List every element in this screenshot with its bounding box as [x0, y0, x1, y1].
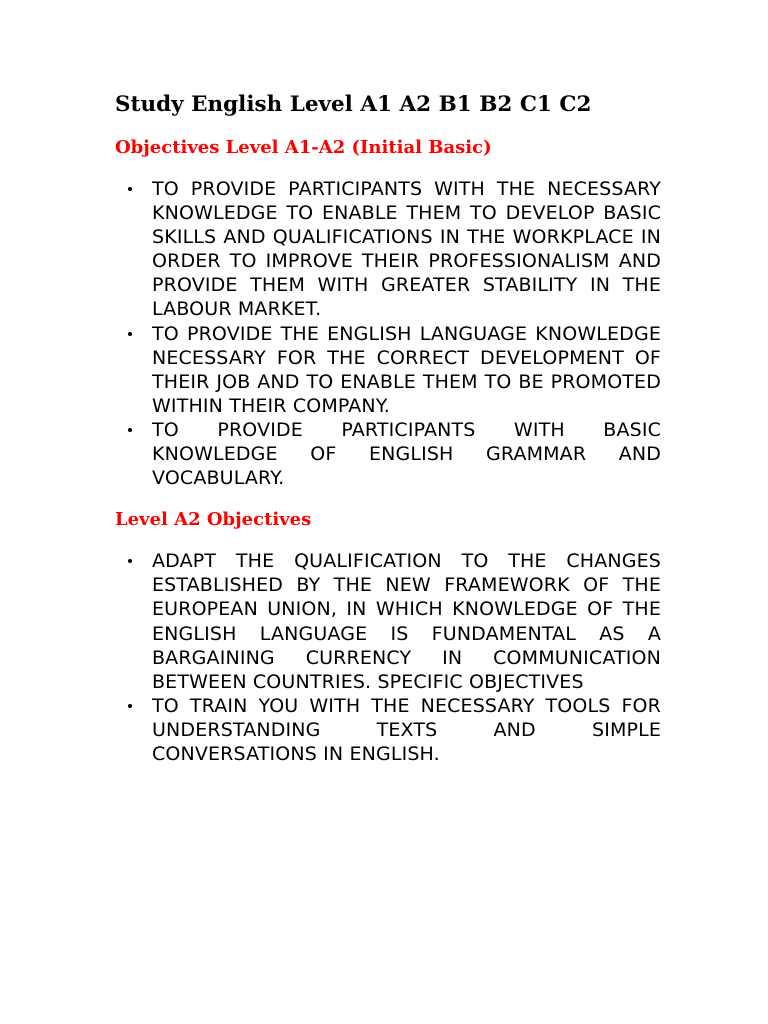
- bullet-icon: [128, 332, 132, 336]
- list-item-text: TO TRAIN YOU WITH THE NECESSARY TOOLS FOR UNDERSTANDING TEXTS AND SIMPLE CONVERSATIONS IN ENGLISH.: [152, 694, 661, 765]
- objectives-list-a1-a2: [115, 177, 661, 490]
- objectives-list-a2: [115, 549, 661, 766]
- list-item-text: TO PROVIDE PARTICIPANTS WITH THE NECESSARY KNOWLEDGE TO ENABLE THEM TO DEVELOP BASIC SKILLS AND QUALIFICATIONS IN THE WORKPLACE IN ORDER TO IMPROVE THEIR PROFESSIONALISM AND PROVIDE THEM WITH GREATER STABILITY IN THE LABOUR MARKET.: [152, 178, 661, 321]
- document-page: [115, 88, 661, 766]
- document-title: Study English Level A1 A2 B1 B2 C1 C2: [115, 92, 592, 117]
- list-item-text: TO PROVIDE THE ENGLISH LANGUAGE KNOWLEDGE NECESSARY FOR THE CORRECT DEVELOPMENT OF THEIR JOB AND TO ENABLE THEM TO BE PROMOTED WITHIN THEIR COMPANY.: [152, 322, 661, 417]
- list-item: [115, 694, 661, 766]
- bullet-icon: [128, 187, 132, 191]
- bullet-icon: [128, 428, 132, 432]
- list-item-text: TO PROVIDE PARTICIPANTS WITH BASIC KNOWLEDGE OF ENGLISH GRAMMAR AND VOCABULARY.: [152, 418, 661, 490]
- list-item: [115, 177, 661, 322]
- bullet-icon: [128, 704, 132, 708]
- list-item: [115, 322, 661, 418]
- section-heading-a1-a2: Objectives Level A1-A2 (Initial Basic): [115, 137, 492, 158]
- bullet-icon: [128, 559, 132, 563]
- section-heading-a2: Level A2 Objectives: [115, 509, 312, 531]
- list-item: [115, 549, 661, 694]
- list-item: [115, 418, 661, 490]
- list-item-text: ADAPT THE QUALIFICATION TO THE CHANGES ESTABLISHED BY THE NEW FRAMEWORK OF THE EUROPEAN UNION, IN WHICH KNOWLEDGE OF THE ENGLISH LANGUAGE IS FUNDAMENTAL AS A BARGAINING CURRENCY IN COMMUNICATION BETWEEN COUNTRIES. SPECIFIC OBJECTIVES: [152, 550, 661, 693]
